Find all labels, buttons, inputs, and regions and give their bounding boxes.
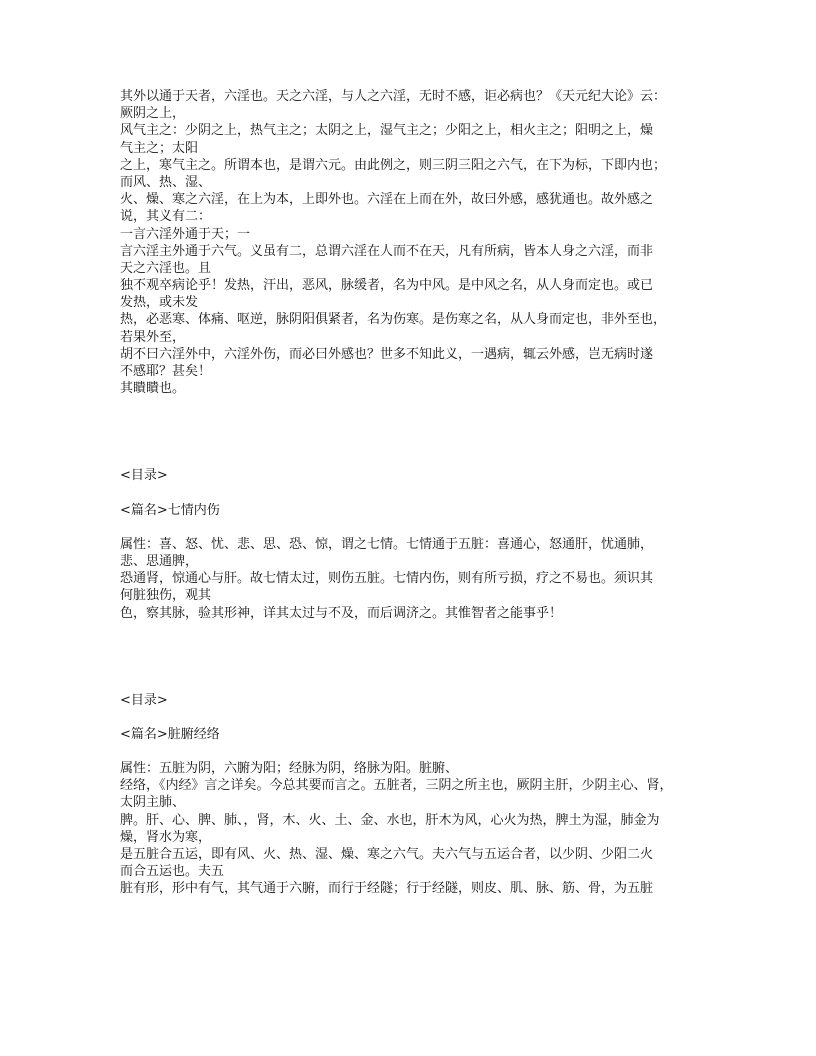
chapter-title: <篇名>脏腑经络 bbox=[120, 726, 220, 742]
paragraph-line: 胡不曰六淫外中，六淫外伤，而必曰外感也？世多不知此义，一遇病，辄云外感，岂无病时遂 bbox=[120, 346, 654, 362]
paragraph-line: 何脏独伤，观其 bbox=[120, 588, 212, 604]
spacer bbox=[120, 709, 700, 726]
paragraph-line: 发热，或未发 bbox=[120, 295, 199, 311]
paragraph-line: 恐通肾，惊通心与肝。故七情太过，则伤五脏。七情内伤，则有所亏损，疗之不易也。须识其 bbox=[120, 571, 654, 587]
paragraph-line: 经络，《内经》言之详矣。今总其要而言之。五脏者，三阴之所主也，厥阴主肝，少阴主心、肾， bbox=[120, 778, 673, 794]
paragraph-line: 而风、热、湿、 bbox=[120, 174, 212, 190]
paragraph-line: 其外以通于天者，六淫也。天之六淫，与人之六淫，无时不感，讵必病也？《天元纪大论》云： bbox=[120, 89, 667, 104]
section-zang-fu-jing-luo bbox=[120, 692, 700, 898]
spacer bbox=[120, 743, 700, 760]
toc-label: <目录> bbox=[120, 468, 168, 484]
paragraph-line: 若果外至， bbox=[120, 329, 186, 345]
paragraph-line: 色，察其脉，验其形神，详其太过与不及，而后调济之。其惟智者之能事乎！ bbox=[120, 605, 563, 621]
paragraph-line: 厥阴之上， bbox=[120, 106, 186, 122]
paragraph-line: 言六淫主外通于六气。义虽有二，总谓六淫在人而不在天，凡有所病，皆本人身之六淫，而非 bbox=[120, 243, 654, 259]
paragraph-line: 天之六淫也。且 bbox=[120, 260, 212, 276]
paragraph-line: 属性：喜、怒、忧、悲、思、恐、惊，谓之七情。七情通于五脏：喜通心，怒通肝，忧通肺， bbox=[120, 536, 654, 552]
spacer bbox=[120, 397, 700, 467]
section-liu-yin bbox=[120, 88, 700, 397]
paragraph-line: 太阴主肺、 bbox=[120, 795, 186, 811]
paragraph-line: 其瞶瞶也。 bbox=[120, 381, 186, 397]
document-page bbox=[120, 88, 700, 898]
paragraph-line: 之上，寒气主之。所谓本也，是谓六元。由此例之，则三阴三阳之六气，在下为标，下即内也； bbox=[120, 157, 667, 173]
paragraph-line: 一言六淫外通于天；一 bbox=[120, 226, 251, 242]
section-qi-qing-nei-shang bbox=[120, 467, 700, 621]
paragraph-line: 悲、思通脾， bbox=[120, 553, 199, 569]
paragraph-line: 火、燥、寒之六淫，在上为本，上即外也。六淫在上而在外，故曰外感，感犹通也。故外感之 bbox=[120, 192, 654, 208]
paragraph-line: 是五脏合五运，即有风、火、热、湿、燥、寒之六气。夫六气与五运合者，以少阴、少阳二火 bbox=[120, 847, 654, 862]
paragraph-line: 脏有形，形中有气，其气通于六腑，而行于经隧；行于经隧，则皮、肌、脉、筋、骨，为五脏 bbox=[120, 881, 654, 897]
paragraph-line: 而合五运也。夫五 bbox=[120, 864, 225, 880]
chapter-title: <篇名>七情内伤 bbox=[120, 502, 220, 518]
paragraph-line: 不感耶？甚矣！ bbox=[120, 364, 212, 379]
spacer bbox=[120, 519, 700, 536]
paragraph-line: 燥，肾水为寒， bbox=[120, 829, 212, 845]
spacer bbox=[120, 485, 700, 502]
paragraph-line: 属性：五脏为阴，六腑为阳；经脉为阴，络脉为阳。脏腑、 bbox=[120, 761, 459, 777]
paragraph-line: 风气主之：少阴之上，热气主之；太阴之上，湿气主之；少阳之上，相火主之；阳明之上，燥 bbox=[120, 123, 654, 139]
toc-label: <目录> bbox=[120, 692, 168, 708]
paragraph-line: 说，其义有二： bbox=[120, 209, 212, 225]
spacer bbox=[120, 622, 700, 692]
paragraph-line: 独不观卒病论乎！发热，汗出，恶风，脉缓者，名为中风。是中风之名，从人身而定也。或已 bbox=[120, 278, 654, 294]
paragraph-line: 脾。肝、心、脾、肺、，肾，木、火、土、金、水也，肝木为风，心火为热，脾土为湿，肺金为 bbox=[120, 812, 660, 828]
paragraph-line: 气主之；太阳 bbox=[120, 140, 199, 156]
paragraph-line: 热，必恶寒、体痛、呕逆，脉阴阳俱紧者，名为伤寒。是伤寒之名，从人身而定也，非外至也， bbox=[120, 312, 667, 328]
